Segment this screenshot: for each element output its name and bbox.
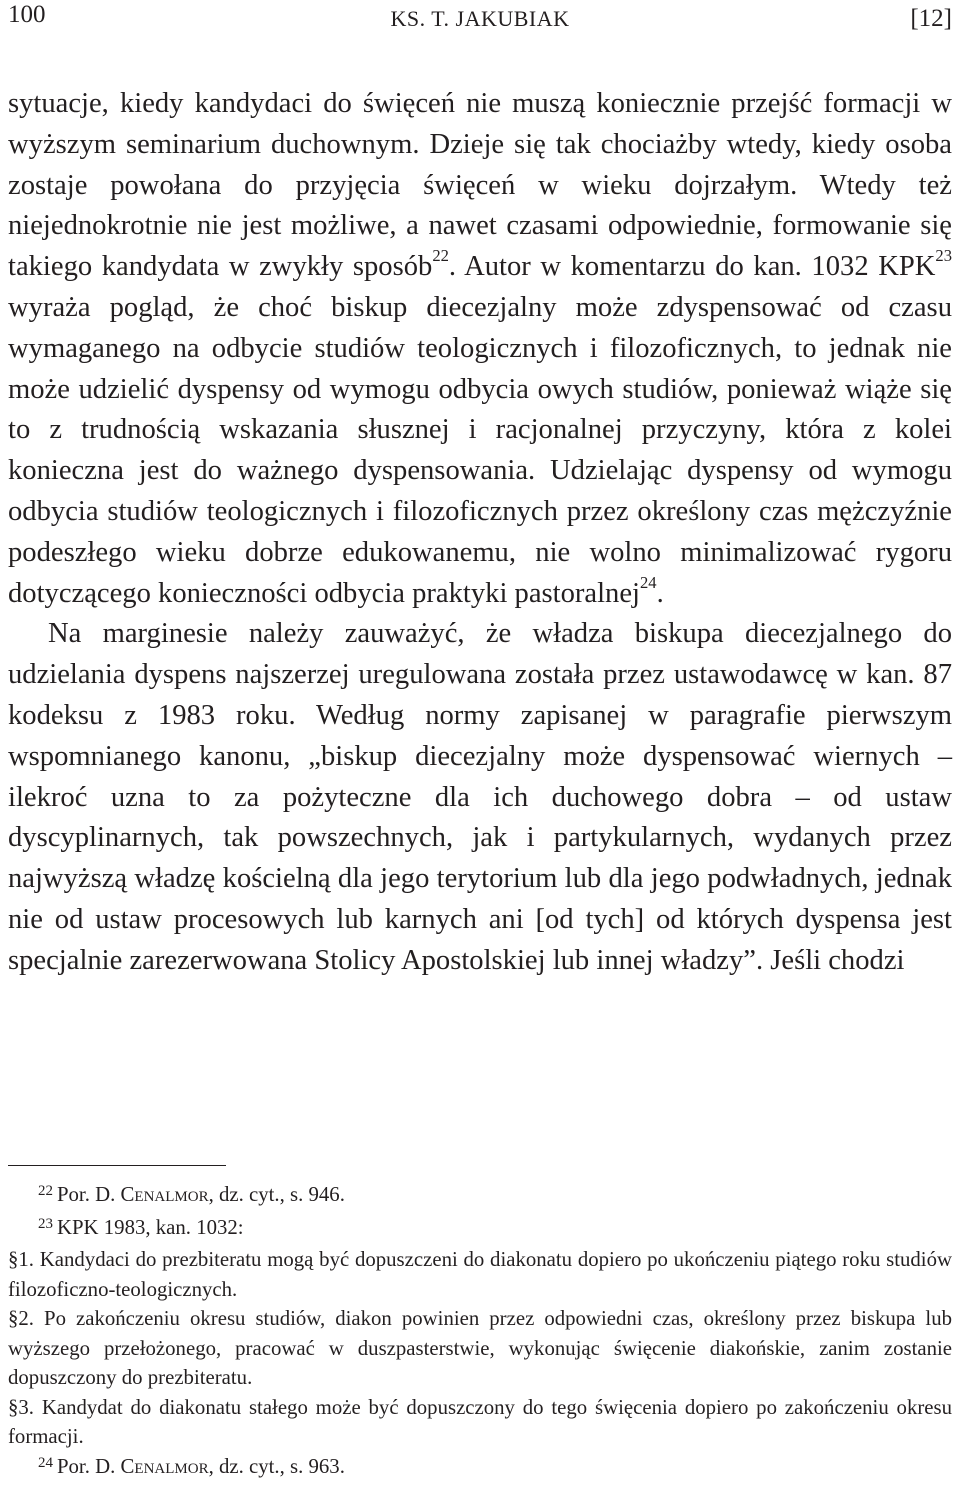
page-number: 100	[8, 1, 46, 28]
footnote-separator	[8, 1165, 226, 1166]
footnote-22-number: 22	[38, 1183, 53, 1200]
paragraph-1-part-a: sytuacje, kiedy kandydaci do święceń nie muszą koniecznie przejść formacji w wyższym seminarium duchownym. Dzieje się tak chociażby wtedy, kiedy osoba zostaje powołana do przyjęcia święceń w wieku dojrzałym. Wtedy też niejednokrotnie nie jest możliwe, a nawet czasami odpowiednie, formowanie się takiego kandydata w zwykły sposób	[8, 88, 952, 283]
section-marker: [12]	[910, 5, 952, 32]
paragraph-1-part-c: wyraża pogląd, że choć biskup diecezjalny może zdyspensować od czasu wymaganego na odbycie studiów teologicznych i filozoficznych, to jednak nie może udzielić dyspensy od wymogu odbycia owych studiów, ponieważ wiąże się to z trudnością wskazania słusznej i racjonalnej przyczyny, która z kolei konieczna jest do ważnego dyspensowania. Udzielając dyspensy od wymogu odbycia studiów teologicznych i filozoficznych przez określony czas mężczyźnie podeszłego wieku dobrze edukowanemu, nie wolno minimalizować rygoru dotyczącego konieczności odbycia praktyki pastoralnej	[8, 291, 952, 609]
footnote-24-post: , dz. cyt., s. 963.	[208, 1454, 345, 1478]
footnote-23-text: KPK 1983, kan. 1032:	[56, 1215, 244, 1239]
page-header	[8, 0, 952, 34]
footnote-24-pre: Por. D.	[56, 1454, 121, 1478]
running-title: KS. T. JAKUBIAK	[390, 6, 570, 31]
footnote-ref-24[interactable]: 24	[640, 572, 657, 592]
footnote-23-section-2: §2. Po zakończeniu okresu studiów, diakon powinien przez odpowiedni czas, określony przez biskupa lub wyższego przełożonego, pracować w duszpasterstwie, wykonując święcenie diakońskie, zanim zostanie dopuszczony do prezbiteratu.	[8, 1307, 952, 1389]
footnote-23-number: 23	[38, 1215, 53, 1232]
footnote-22-pre: Por. D.	[56, 1183, 121, 1206]
footnote-22-author: Cenalmor	[120, 1183, 209, 1206]
footnote-22-post: , dz. cyt., s. 946.	[208, 1183, 345, 1206]
main-text	[8, 84, 952, 982]
footnote-23-section-3: §3. Kandydat do diakonatu stałego może być dopuszczony do tego święcenia dopiero po zakończeniu okresu formacji.	[8, 1395, 952, 1448]
footnote-24-author: Cenalmor	[120, 1454, 209, 1478]
paragraph-2: Na marginesie należy zauważyć, że władza biskupa diecezjalnego do udzielania dyspens najszerzej uregulowana została przez ustawodawcę w kan. 87 kodeksu z 1983 roku. Według normy zapisanej w paragrafie pierwszym wspomnianego kanonu, „biskup diecezjalny może dyspensować wiernych – ilekroć uzna to za pożyteczne dla ich duchowego dobra – od ustaw dyscyplinarnych, tak powszechnych, jak i partykularnych, wydanych przez najwyższą władzę kościelną dla jego terytorium lub dla jego podwładnych, jednak nie od ustaw procesowych lub karnych ani [od tych] od których dyspensa jest specjalnie zarezerwowana Stolicy Apostolskiej lub innej władzy”. Jeśli chodzi	[8, 618, 952, 976]
footnote-22	[8, 1180, 952, 1213]
footnote-23-section-1: §1. Kandydaci do prezbiteratu mogą być dopuszczeni do diakonatu dopiero po ukończeniu piątego roku studiów filozoficzno-teologicznych.	[8, 1248, 952, 1301]
footnotes	[8, 1180, 952, 1484]
footnote-23	[8, 1213, 952, 1246]
footnote-24	[8, 1452, 952, 1485]
paragraph-1-part-b: . Autor w komentarzu do kan. 1032 KPK	[448, 251, 936, 283]
paragraph-1	[8, 84, 952, 614]
footnote-ref-23[interactable]: 23	[935, 246, 952, 266]
footnote-24-number: 24	[38, 1454, 53, 1471]
paragraph-1-part-d: .	[656, 577, 664, 609]
footnote-ref-22[interactable]: 22	[432, 246, 449, 266]
